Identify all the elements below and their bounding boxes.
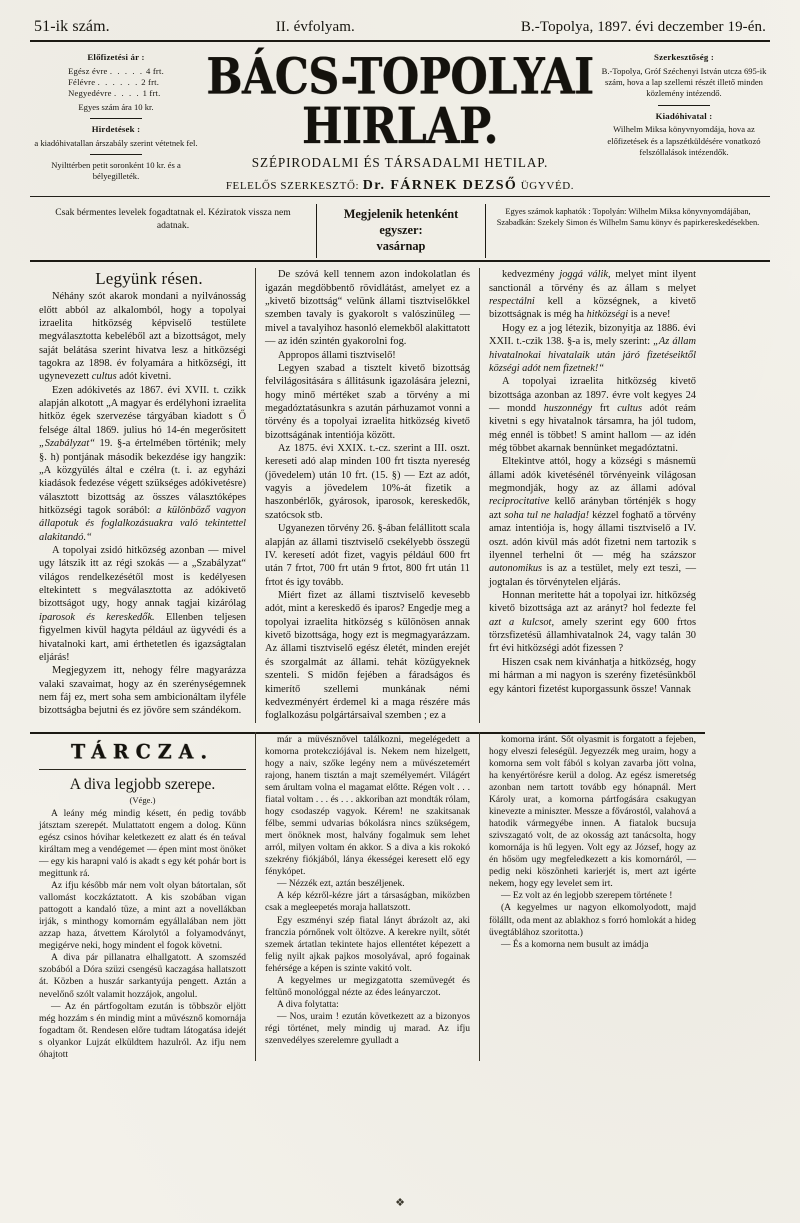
newspaper-subtitle: SZÉPIRODALMI ÉS TÁRSADALMI HETILAP. [251, 155, 549, 170]
publisher-office-label: Kiadóhivatal : [655, 110, 713, 121]
article-paragraph: A topolyai zsidó hitközség azonban — mivel ugy látszik itt az régi szokás — a „Szabályzat“ világos rendelkezésétől most is kedélyesen eltekintett s megválasztotta az adókivető bizottságot ugy, hogy annak tagjai kizárólag iparosok és kereskedők. Ellenben teljesen figyelmen kivül hagyta például az ügyvédi és a hivatalnoki kart, ami érthetetlen és igazságtalan eljárás! [39, 545, 246, 663]
feuilleton-paragraph: (A kegyelmes ur nagyon elkomolyodott, majd fölállt, oda ment az ablakhoz s forró homlokát a hideg üvegtáblához szoritotta.) [489, 903, 696, 938]
article-paragraph: Ezen adókivetés az 1867. évi XVII. t. czikk alapján alkotott „A magyar és erdélyhoni izraelita hitköz égek szervezése tárgyában kiadott s Ő felsége által 1869. julius hó 14-én megerősitett „Szabályzat“ 19. §-a értelmében történik; mely §. h) pontjának második bekezdése igy hangzik: „A közgyülés által e czélra (t. i. az egyházi kiadások fedezése végett szükséges adókivetésre) választott bizottság az összes választóképes hitközségi tagok sorából: a különböző vagyon állapotuk és foglalkozásuakra való tekintettel alakitandó.“ [39, 384, 246, 543]
feuilleton-paragraph: A kép kézről-kézre járt a társaságban, miközben csak a megleepetés moraja hallatszott. [265, 891, 470, 914]
open-column-text: Nyilttérben petit soronként 10 kr. és a bélyegilleték. [51, 159, 181, 182]
subscription-info-block [30, 48, 202, 194]
feuilleton-paragraph: Egy eszményi szép fiatal lányt ábrázolt az, aki franczia pórnőnek volt öltözve. A kerekre nyilt, sötét szemek ártatlan tekintete hajos ellentétet képezett a felig nyilt ajkak pajkos mosolyával, apró fogainak fehérsége a képen is szinte vakitó volt. [265, 915, 470, 974]
feuilleton-paragraph: — Nézzék ezt, aztán beszéljenek. [277, 879, 405, 890]
article-paragraph: Appropos állami tisztviselő! [278, 349, 396, 361]
publisher-office-text: Wilhelm Miksa könyvnyomdája, hova az előfizetések és a lapszétküldésére vonatkozó felszóllalások intézendők. [607, 124, 761, 157]
feuilleton-section [30, 732, 770, 1061]
subscription-price-label: Előfizetési ár : [87, 52, 145, 62]
page-bottom-ornament: ❖ [395, 1197, 405, 1209]
editor-prefix: FELELŐS SZERKESZTŐ: [225, 180, 360, 192]
frequency-line-1: Megjelenik hetenként egyszer: [343, 207, 459, 238]
article-paragraph: Hogy ez a jog létezik, bizonyitja az 1886. évi XXII. t.-czik 138. §-a is, mely szerint: „Az állam hivatalnokai hivatalaik után járó fizetéseiktől községi adót nem fizetnek!“ [489, 322, 696, 374]
feuilleton-masthead [30, 741, 255, 805]
article-paragraph: De szóvá kell tennem azon indokolatlan és igazán megdöbbentő rövidlátást, amelyet ez a „kivető bizottság“ velünk állami tisztviselőkkel szemben tavaly is gyakorolt s valószinüleg — mivel a tavalyihoz hasonló elemekből alakittatott — az idén szintén gyakorolni fog. [265, 269, 470, 348]
price-row [68, 77, 164, 88]
masthead [30, 42, 770, 196]
feuilleton-paragraph: — Az én pártfogoltam ezután is többször eljött még hozzám s én mindig mint a müvésznő komornája fogadtam őt. Rendesen előre tudtam látogatása idejét s olyankor Lujzát elküldtem hazulról. Az ifju nem óhajtott [39, 1001, 246, 1060]
feuilleton-story-subtitle: (Vége.) [129, 794, 156, 805]
page-header-line [30, 18, 770, 39]
frequency-line-2: vasárnap [376, 239, 426, 254]
feuilleton-body-2 [256, 734, 479, 1048]
masthead-center [202, 48, 598, 194]
feuilleton-paragraph: — Nos, uraim ! ezután következett az a bizonyos régi történet, mely mindig uj marad. Az ifju szenvedélyes szerelemre gyulladt a [265, 1012, 470, 1047]
feuilleton-paragraph: — Ez volt az én legjobb szerepem története ! [501, 891, 673, 902]
issue-number: 51-ik szám. [34, 18, 110, 35]
feuilleton-column-1 [30, 734, 255, 1061]
article-paragraph: A topolyai izraelita hitközség kivető bizottsága azonban az 1897. évre volt kegyes 24 — mondd huszonnégy frt cultus adót reám kivetni s egy hivatalnok társamra, ha jól tudom, még ennél is többet! S amint hallom — az idén még többet akarnak bennünket megadóztatni. [489, 376, 696, 455]
price-amount: 2 frt. [141, 76, 160, 87]
feuilleton-column-3 [480, 734, 705, 1061]
editor-name: Dr. FÁRNEK DEZSŐ [362, 178, 518, 193]
feuilleton-story-title: A diva legjobb szerepe. [69, 775, 216, 793]
feuilleton-paragraph: — És a komorna nem busult az imádja [501, 939, 649, 950]
article-title: Legyünk résen. [95, 269, 203, 289]
info-bar-bottom-rule [30, 260, 770, 262]
feuilleton-paragraph: A kegyelmes ur megizgatotta szemüvegét és feltünő monológgal nézte az édes leányarczot. [265, 975, 470, 998]
feuilleton-body-3 [480, 734, 705, 951]
editorial-office-label: Szerkesztőség : [654, 52, 714, 62]
advertisements-label: Hirdetések : [91, 123, 141, 134]
feuilleton-paragraph: már a müvésznővel találkozni, megelégedett a komorna protekcziójával is. Nekem nem hizelgett, hogy a naiv, szőke legény nem a müvészetemért rajong, hanem tisztán a majt személyemért. Világért sem árultam volna el magamat előtte. Régen volt . . . fiatal voltam . . . és . . . akkoriban azt mondták rólam, hogy csodaszép vagyok. Kérem! ne szakitsanak félbe, semmi udvarias bókolásra nincs szükségem, mert önöknek most, halvány fogalmuk sem lehet arról, milyen voltam én akkor. S a diva a kis rokokó szekrény fiókjából, lánya ékességei keresett elő egy fénykópet. [265, 734, 470, 878]
article-paragraph: Az 1875. évi XXIX. t.-cz. szerint a III. oszt. kereseti adó alap minden 100 frt tiszta nyereség (jövedelem) után 10 frt. (15. §) — Ezt az adót, vagyis a jövedelem 10%-át fizetik a haszonbérlők, gyárosok, iparosok, kereskedők, szatócsok stb. [265, 443, 470, 521]
subscription-price-list [68, 66, 164, 100]
article-paragraph: Honnan meritette hát a topolyai izr. hitközség kivető bizottsága azt az arányt? hol fedezte fel azt a kulcsot, amely szerint egy 600 frtos törzsfizetésü államhivatalnok 24, vagy talán 30 frt évi hitközségi adót fizessen ? [489, 590, 696, 655]
single-copy-price: Egyes szám ára 10 kr. [78, 101, 154, 112]
feuilleton-paragraph: A diva folytatta: [277, 999, 339, 1010]
info-bar [30, 204, 770, 258]
article-paragraph: Néhány szót akarok mondani a nyilvánosság előtt abból az alkalomból, hogy a topolyai izraelita hitközség képviselő testülete megválasztotta kebeléből azt a bizottságot, mely saját belátása szerint hivatva lesz a hitközségi tagokra az 1898. év folyamára a hitközségi, itt ugynevezett cultus adót kivetni. [39, 291, 246, 383]
feuilleton-body-1 [30, 808, 255, 1061]
feuilleton-columns [30, 734, 770, 1061]
editor-suffix: ÜGYVÉD. [520, 180, 575, 192]
feuilleton-column-2 [255, 734, 480, 1061]
price-term: Félévre [68, 76, 96, 87]
mail-policy-note: Csak bérmentes levelek fogadtatnak el. Kéziratok vissza nem adatnak. [55, 207, 291, 231]
article-paragraph: Megjegyzem itt, nehogy félre magyarázza valaki szavaimat, hogy az én szerénységemnek nem fáj ez, mert soha sem ambicionáltam ilyféle bizottságba bejutni és ez jövőre sem szándékom. [39, 665, 246, 717]
article-column-2 [255, 268, 480, 722]
price-amount: 1 frt. [142, 88, 161, 99]
masthead-bottom-rule [30, 196, 770, 197]
info-separator [658, 105, 710, 106]
price-term: Egész évre [68, 65, 108, 76]
feuilleton-paragraph: A leány még mindig késett, én pedig tovább játsztam szerepét. Mulattatott engem a dolog. Künn egész csinos hóvihar keletkezett ez alatt és én teával királtam meg a vendégemet — épen mint most önöket — egy kis harapni való is akadt s egy két pohár bort is megittunk rá. [39, 808, 246, 879]
advertisements-text: a kiadóhivatallan árszabály szerint vétetnek fel. [34, 137, 198, 148]
main-article [30, 268, 770, 722]
where-to-buy-note: Egyes számok kaphatók : Topolyán: Wilhelm Miksa könyvnyomdájában, Szabadkán: Szekely Simon és Wilhelm Samu könyv és papirkereskedésekben. [496, 207, 760, 227]
info-separator [90, 154, 142, 155]
price-amount: 4 frt. [146, 65, 164, 76]
feuilleton-paragraph: A diva pár pillanatra elhallgatott. A szomszéd szobából a Dóra szüzi csengésü kaczagása hallatszott át. Közben a huszár sarkantyúja pengett. Aztán a nevelőnő szólt valamit hozzájok, angolul. [39, 953, 246, 1000]
newspaper-title: BÁCS-TOPOLYAI HIRLAP. [206, 47, 594, 155]
price-dots: . . . . . [109, 65, 144, 76]
publication-frequency [316, 204, 486, 258]
editor-line [208, 178, 592, 194]
volume-number: II. évfolyam. [275, 19, 355, 35]
feuilleton-paragraph: komorna iránt. Sőt olyasmit is forgatott a fejeben, hogy elveszi feleségül. Jegyezzék meg uraim, hogy a komorna sem volt fából s kolyan zavarba jött volna, ha kenyértörésre kerül a dolog. Az egész ismeretség azonban nem tartott tovább egy hónapnál. Mert Károly urat, a komorna pártfogására csakugyan kinevezte a miniszter. Messze a fővárostól, valahová a hatodik vármegyébe innen. A fiatalok bucsuja szivszagató volt, de az okosság azt tanácsolta, hogy komornája is hű legyen. Volt egy az József, hogy az én hősöm ugy megfeledkezett a kis komornáról, — pedig neki köszönheti karierjét is, mert azt igérte nekem, hogy egy levelet sem irt. [489, 734, 696, 890]
price-term: Negyedévre [68, 88, 112, 99]
price-row [68, 66, 164, 77]
feuilleton-section-title: TÁRCZA. [71, 740, 214, 764]
info-separator [90, 118, 142, 119]
article-paragraph: Hiszen csak nem kivánhatja a hitközség, hogy mi hárman a mi nagyon is szerény fizetésünkből egy kántori fizetést kuporgassunk össze! Vannak [489, 656, 696, 695]
price-dots: . . . . [113, 88, 141, 99]
feuilleton-paragraph: Az ifju később már nem volt olyan bátortalan, sőt vallomást koczkáztatott. A kis szobában vigan pattogott a kandaló tüze, a mint azt a novellákban irják, s minthogy komornám egyállalában nem jött azzap haza, átvettem Károlytól a folyamodványt, megigérve neki, hogy mindent el fogok követni. [39, 880, 246, 952]
place-and-date: B.-Topolya, 1897. évi deczember 19-én. [520, 19, 766, 35]
article-paragraph: kedvezmény joggá válik, melyet mint ilyent sanctionál a törvény és az állam s melyet respectálni kell a községnek, a kivető bizottságnak is még ha hitközségi is a neve! [489, 269, 696, 321]
article-column-3 [480, 268, 705, 722]
editorial-office-text: B.-Topolya, Gróf Széchenyi István utcza 695-ik szám, hova a lap szellemi részét illető minden közlemény intézendő. [601, 65, 767, 99]
price-row [68, 88, 164, 99]
editorial-info-block [598, 48, 770, 194]
article-paragraph: Ugyanezen törvény 26. §-ában felállitott scala alapján az állami tisztviselő csekélyebb összegü IV. keresetí adót fizet, vagyis például 600 frt után 7 frtot, 700 frt után 9 frtot, 800 frt után 11 frtot és igy tovább. [265, 523, 470, 588]
article-paragraph: Miért fizet az állami tisztviselő kevesebb adót, mint a kereskedő és iparos? Engedje meg a topolyai izraelita hitközség s különösen annak kivető bizottsága, hogy ezt is megmagyarázzam. Az állami tisztviselő egész életét, minden erejét és szorgalmát az állami. tehát közügyeknek szenteli. S midőn fejében a fáradságos és kimerítő szellemi munkának némi kedvezményért érdemel ki a maga részére más foglalkozásu polgártársaival szemben ; ez a [265, 590, 470, 722]
article-paragraph: Eltekintve attól, hogy a községi s másnemü állami adók kivetésénél törvényeink világosan megmondják, hogy az az állami adóval reciprocitative kellő arányban történjék s hogy azt soha tul ne haladja! kézzel foghatő a törvény amaz intentiója is, hogy állami tisztviselő a IV. oszt. adón kivül más adót fizetni nem tartozik s ilyennel terhelni őt — még ha százszor autonomikus is az a testület, mely ezt teszi, — jogtalan és törvénytelen eljárás. [489, 456, 696, 588]
article-paragraph: Legyen szabad a tisztelt kivető bizottság felvilágositására s állitásunk igazolására jelezni, hogy minő mértéket szab a törvény a mi megadóztatásunkra s azután párhuzamot vonni a törvény és a topolyai izraelita hitközség kivető bizottságának intentiója között. [265, 362, 470, 441]
price-dots: . . . . . . [97, 76, 139, 87]
article-column-1 [30, 268, 255, 722]
feuilleton-title-rule [39, 769, 246, 770]
